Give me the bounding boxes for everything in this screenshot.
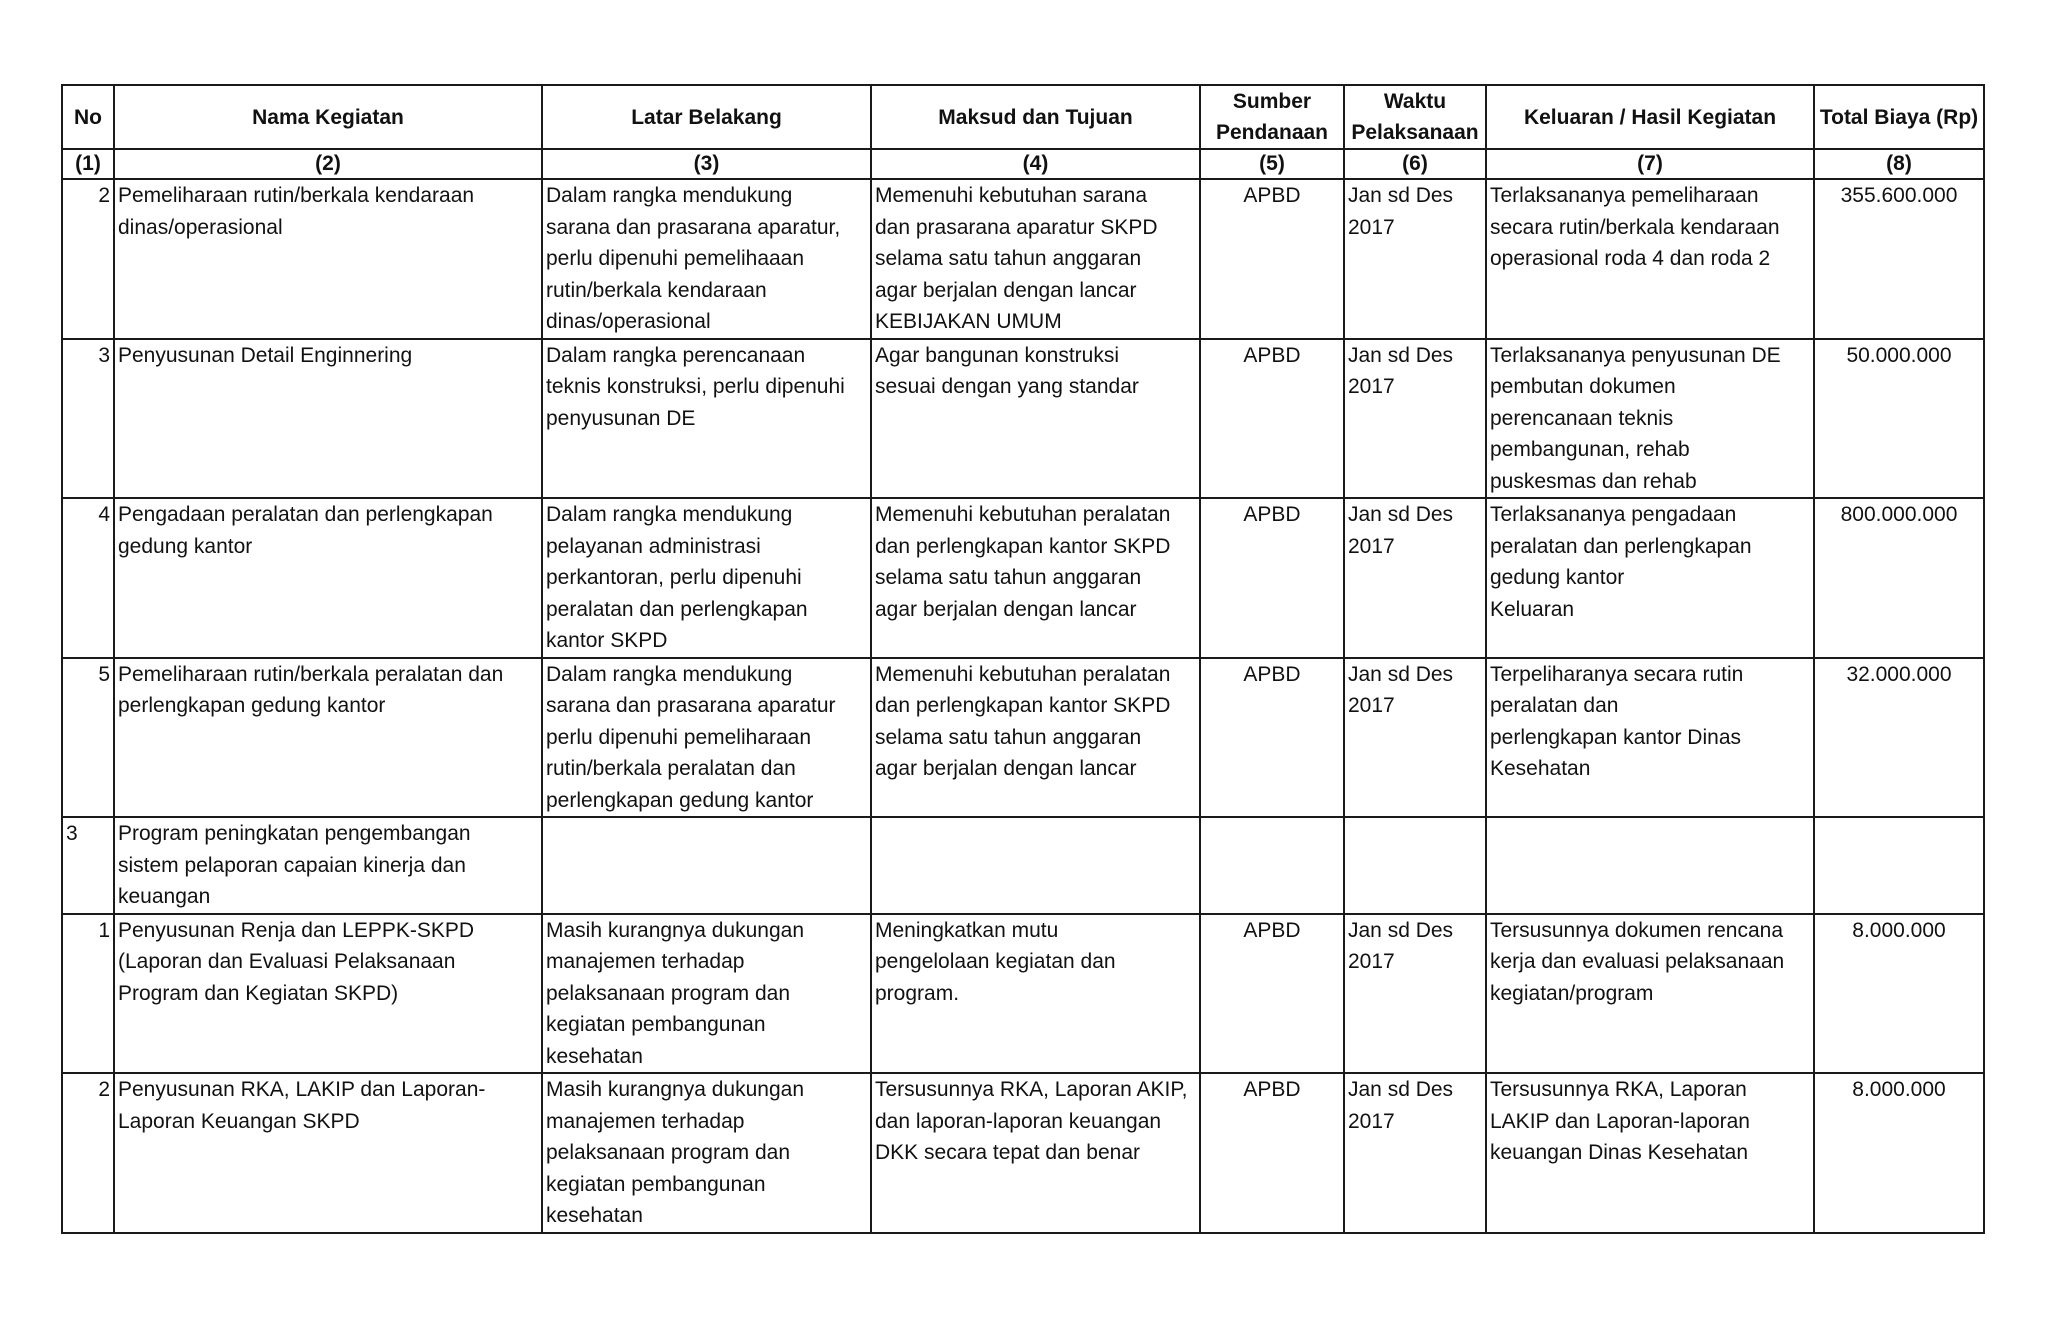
header-nama-kegiatan: Nama Kegiatan	[114, 85, 542, 149]
column-number: (5)	[1200, 149, 1344, 179]
row-no: 4	[62, 498, 114, 658]
row-waktu-pelaksanaan: Jan sd Des 2017	[1344, 339, 1486, 499]
row-sumber-pendanaan: APBD	[1200, 658, 1344, 818]
header-maksud-tujuan: Maksud dan Tujuan	[871, 85, 1200, 149]
row-sumber-pendanaan: APBD	[1200, 1073, 1344, 1233]
row-maksud-tujuan	[871, 817, 1200, 914]
header-waktu-pelaksanaan: Waktu Pelaksanaan	[1344, 85, 1486, 149]
row-nama-kegiatan: Pemeliharaan rutin/berkala kendaraan dinas/operasional	[114, 179, 542, 339]
row-maksud-tujuan: Memenuhi kebutuhan sarana dan prasarana aparatur SKPD selama satu tahun anggaran agar berjalan dengan lancar KEBIJAKAN UMUM	[871, 179, 1200, 339]
row-no: 1	[62, 914, 114, 1074]
row-waktu-pelaksanaan	[1344, 817, 1486, 914]
row-keluaran: Terpeliharanya secara rutin peralatan dan perlengkapan kantor Dinas Kesehatan	[1486, 658, 1814, 818]
row-maksud-tujuan: Meningkatkan mutu pengelolaan kegiatan dan program.	[871, 914, 1200, 1074]
row-total-biaya: 800.000.000	[1814, 498, 1984, 658]
program-row	[62, 817, 1984, 914]
header-latar-belakang: Latar Belakang	[542, 85, 871, 149]
row-total-biaya: 50.000.000	[1814, 339, 1984, 499]
table-row	[62, 1073, 1984, 1233]
row-total-biaya: 355.600.000	[1814, 179, 1984, 339]
row-maksud-tujuan: Memenuhi kebutuhan peralatan dan perlengkapan kantor SKPD selama satu tahun anggaran agar berjalan dengan lancar	[871, 658, 1200, 818]
row-no: 3	[62, 339, 114, 499]
table-row	[62, 179, 1984, 339]
row-total-biaya: 8.000.000	[1814, 1073, 1984, 1233]
column-number-row	[62, 149, 1984, 179]
row-total-biaya: 8.000.000	[1814, 914, 1984, 1074]
column-number: (4)	[871, 149, 1200, 179]
row-maksud-tujuan: Tersusunnya RKA, Laporan AKIP, dan laporan-laporan keuangan DKK secara tepat dan benar	[871, 1073, 1200, 1233]
row-no: 2	[62, 1073, 114, 1233]
row-latar-belakang: Dalam rangka perencanaan teknis konstruksi, perlu dipenuhi penyusunan DE	[542, 339, 871, 499]
table-row	[62, 339, 1984, 499]
header-keluaran: Keluaran / Hasil Kegiatan	[1486, 85, 1814, 149]
row-waktu-pelaksanaan: Jan sd Des 2017	[1344, 498, 1486, 658]
column-number: (7)	[1486, 149, 1814, 179]
column-number: (1)	[62, 149, 114, 179]
row-latar-belakang	[542, 817, 871, 914]
header-sumber-pendanaan: Sumber Pendanaan	[1200, 85, 1344, 149]
row-sumber-pendanaan: APBD	[1200, 179, 1344, 339]
row-total-biaya: 32.000.000	[1814, 658, 1984, 818]
row-latar-belakang: Masih kurangnya dukungan manajemen terhadap pelaksanaan program dan kegiatan pembangunan kesehatan	[542, 914, 871, 1074]
row-sumber-pendanaan: APBD	[1200, 498, 1344, 658]
row-total-biaya	[1814, 817, 1984, 914]
row-sumber-pendanaan	[1200, 817, 1344, 914]
row-latar-belakang: Dalam rangka mendukung sarana dan prasarana aparatur, perlu dipenuhi pemelihaaan rutin/berkala kendaraan dinas/operasional	[542, 179, 871, 339]
header-total-biaya: Total Biaya (Rp)	[1814, 85, 1984, 149]
table-row	[62, 658, 1984, 818]
row-no: 5	[62, 658, 114, 818]
row-keluaran	[1486, 817, 1814, 914]
column-number: (3)	[542, 149, 871, 179]
row-latar-belakang: Dalam rangka mendukung pelayanan administrasi perkantoran, perlu dipenuhi peralatan dan perlengkapan kantor SKPD	[542, 498, 871, 658]
row-nama-kegiatan: Penyusunan Detail Enginnering	[114, 339, 542, 499]
program-no: 3	[62, 817, 114, 914]
row-sumber-pendanaan: APBD	[1200, 339, 1344, 499]
program-name: Program peningkatan pengembangan sistem pelaporan capaian kinerja dan keuangan	[114, 817, 542, 914]
row-nama-kegiatan: Pengadaan peralatan dan perlengkapan gedung kantor	[114, 498, 542, 658]
row-waktu-pelaksanaan: Jan sd Des 2017	[1344, 658, 1486, 818]
row-waktu-pelaksanaan: Jan sd Des 2017	[1344, 179, 1486, 339]
row-nama-kegiatan: Penyusunan RKA, LAKIP dan Laporan- Laporan Keuangan SKPD	[114, 1073, 542, 1233]
row-waktu-pelaksanaan: Jan sd Des 2017	[1344, 914, 1486, 1074]
header-no: No	[62, 85, 114, 149]
row-keluaran: Tersusunnya dokumen rencana kerja dan evaluasi pelaksanaan kegiatan/program	[1486, 914, 1814, 1074]
column-number: (8)	[1814, 149, 1984, 179]
row-keluaran: Terlaksananya penyusunan DE pembutan dokumen perencanaan teknis pembangunan, rehab puskesmas dan rehab	[1486, 339, 1814, 499]
column-number: (2)	[114, 149, 542, 179]
row-latar-belakang: Masih kurangnya dukungan manajemen terhadap pelaksanaan program dan kegiatan pembangunan kesehatan	[542, 1073, 871, 1233]
table-row	[62, 914, 1984, 1074]
column-number: (6)	[1344, 149, 1486, 179]
row-maksud-tujuan: Memenuhi kebutuhan peralatan dan perlengkapan kantor SKPD selama satu tahun anggaran agar berjalan dengan lancar	[871, 498, 1200, 658]
row-keluaran: Terlaksananya pemeliharaan secara rutin/berkala kendaraan operasional roda 4 dan roda 2	[1486, 179, 1814, 339]
row-no: 2	[62, 179, 114, 339]
activity-table	[61, 84, 1985, 1234]
row-keluaran: Tersusunnya RKA, Laporan LAKIP dan Laporan-laporan keuangan Dinas Kesehatan	[1486, 1073, 1814, 1233]
row-waktu-pelaksanaan: Jan sd Des 2017	[1344, 1073, 1486, 1233]
row-keluaran: Terlaksananya pengadaan peralatan dan perlengkapan gedung kantor Keluaran	[1486, 498, 1814, 658]
row-sumber-pendanaan: APBD	[1200, 914, 1344, 1074]
table-header-row	[62, 85, 1984, 149]
row-maksud-tujuan: Agar bangunan konstruksi sesuai dengan yang standar	[871, 339, 1200, 499]
row-latar-belakang: Dalam rangka mendukung sarana dan prasarana aparatur perlu dipenuhi pemeliharaan rutin/berkala peralatan dan perlengkapan gedung kantor	[542, 658, 871, 818]
row-nama-kegiatan: Pemeliharaan rutin/berkala peralatan dan perlengkapan gedung kantor	[114, 658, 542, 818]
table-row	[62, 498, 1984, 658]
row-nama-kegiatan: Penyusunan Renja dan LEPPK-SKPD (Laporan dan Evaluasi Pelaksanaan Program dan Kegiatan SKPD)	[114, 914, 542, 1074]
